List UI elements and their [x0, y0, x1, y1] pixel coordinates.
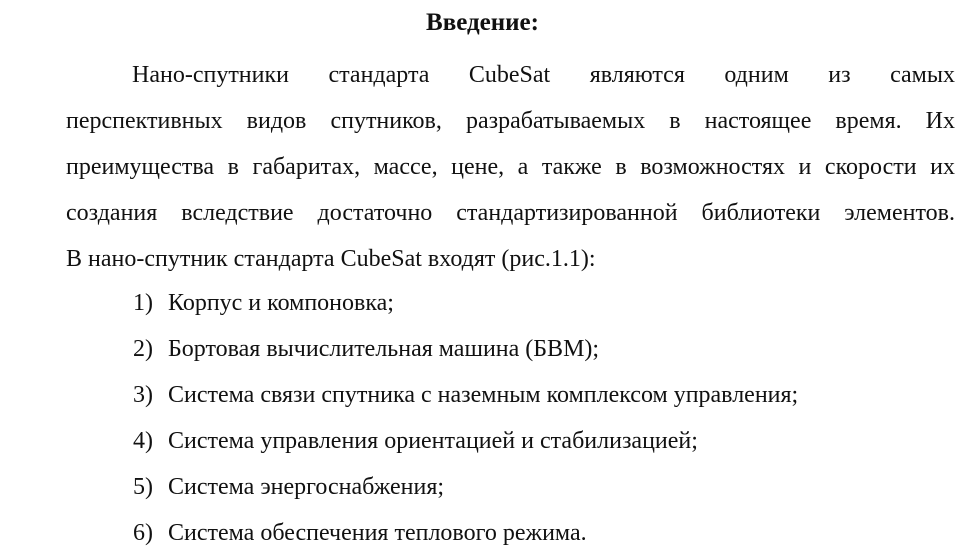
paragraph-line: В нано-спутник стандарта CubeSat входят (рис.1.1):: [66, 246, 596, 272]
list-item-number: 6): [133, 520, 153, 546]
list-item-text: Система управления ориентацией и стабилизацией;: [168, 428, 698, 454]
list-item: [0, 510, 965, 556]
list-item-number: 1): [133, 290, 153, 316]
list-item-number: 3): [133, 382, 153, 408]
list-item-text: Бортовая вычислительная машина (БВМ);: [168, 336, 600, 362]
list-item-number: 2): [133, 336, 153, 362]
list-item-text: Корпус и компоновка;: [168, 290, 394, 316]
list-item-text: Система обеспечения теплового режима.: [168, 520, 587, 546]
list-item-number: 5): [133, 474, 153, 500]
paragraph-line: перспективных видов спутников, разрабатываемых в настоящее время. Их: [66, 108, 955, 134]
list-item: [0, 464, 965, 510]
section-heading: Введение:: [426, 9, 539, 36]
list-item: [0, 326, 965, 372]
list-item: [0, 418, 965, 464]
list-item: [0, 372, 965, 418]
list-item-text: Система связи спутника с наземным комплексом управления;: [168, 382, 799, 408]
list-item-text: Система энергоснабжения;: [168, 474, 445, 500]
paragraph-line: преимущества в габаритах, массе, цене, а также в возможностях и скорости их: [66, 154, 955, 180]
paragraph-line: создания вследствие достаточно стандартизированной библиотеки элементов.: [66, 200, 955, 226]
list-item: [0, 280, 965, 326]
components-list: [0, 280, 965, 556]
intro-paragraph: [66, 52, 955, 282]
list-item-number: 4): [133, 428, 153, 454]
paragraph-line: Нано-спутники стандарта CubeSat являются одним из самых: [132, 62, 955, 88]
